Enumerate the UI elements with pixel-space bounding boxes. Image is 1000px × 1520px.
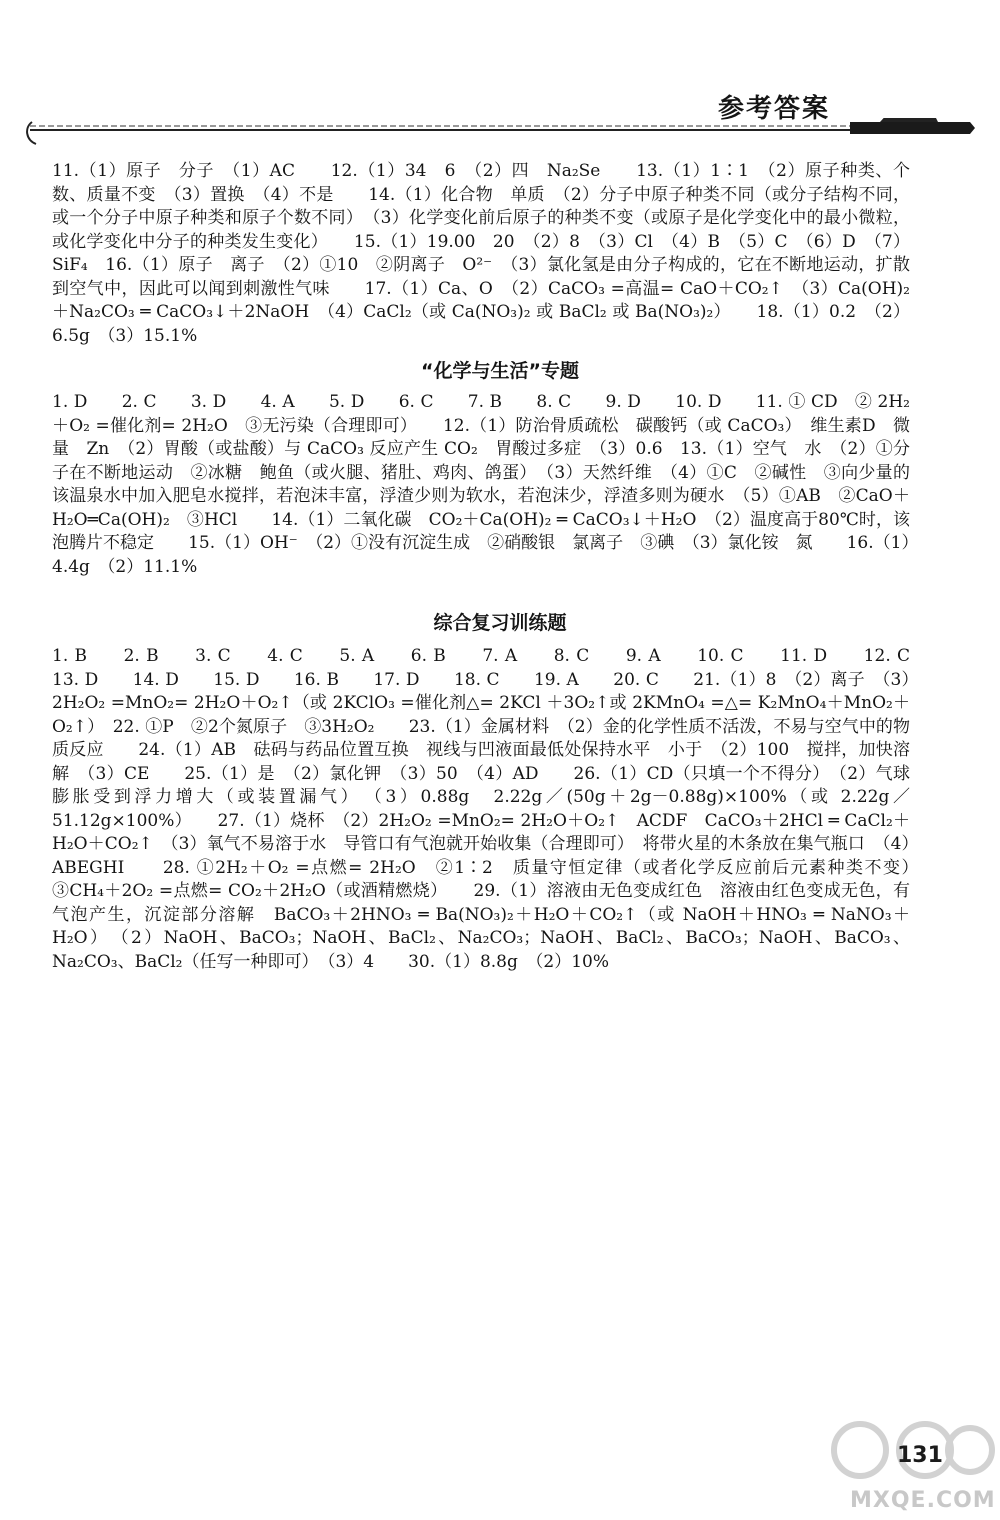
page-number: 131	[897, 1443, 943, 1468]
answers-chemistry-life: 1. D 2. C 3. D 4. A 5. D 6. C 7. B 8. C 9. D 10. D 11. ① CD ② 2H₂＋O₂ =催化剂= 2H₂O ③无污染（合理即可） 12.（1）防治骨质疏松 碳酸钙（或 CaCO₃） 维生素D 微量 Zn （2）胃酸（或盐酸）与 CaCO₃ 反应产生 CO₂ 胃酸过多症 （3）0.6 13.（1）空气 水 （2）①分子在不断地运动 ②冰糖 鲍鱼（或火腿、猪肚、鸡肉、鸽蛋） （3）天然纤维 （4）①C ②碱性 ③向少量的该温泉水中加入肥皂水搅拌，若泡沫丰富，浮渣少则为软水，若泡沫少，浮渣多则为硬水 （5）①AB ②CaO＋H₂O═Ca(OH)₂ ③HCl 14.（1）二氧化碳 CO₂＋Ca(OH)₂ ═ CaCO₃↓＋H₂O （2）温度高于80℃时，该泡腾片不稳定 15.（1）OH⁻ （2）①没有沉淀生成 ②硝酸银 氯离子 ③碘 （3）氯化铵 氮 16.（1）4.4g （2）11.1%	[52, 392, 910, 577]
header-decoration-rule	[20, 118, 980, 148]
header-title: 参考答案	[718, 94, 831, 124]
answers-block-1: 11.（1）原子 分子 （1）AC 12.（1）34 6 （2）四 Na₂Se 13.（1）1∶1 （2）原子种类、个数、质量不变 （3）置换 （4）不是 14.（1）化合物 单质 （2）分子中原子种类不同（或分子结构不同，或一个分子中原子种类和原子个数不同） （3）化学变化前后原子的种类不变（或原子是化学变化中的最小微粒，或化学变化中分子的种类发生变化） 15.（1）19.00 20 （2）8 （3）Cl （4）B （5）C （6）D （7）SiF₄ 16.（1）原子 离子 （2）①10 ②阴离子 O²⁻ （3）氯化氢是由分子构成的，它在不断地运动，扩散到空气中，因此可以闻到刺激性气味 17.（1）Ca、O （2）CaCO₃ =高温= CaO＋CO₂↑ （3）Ca(OH)₂＋Na₂CO₃ ═ CaCO₃↓＋2NaOH （4）CaCl₂（或 Ca(NO₃)₂ 或 BaCl₂ 或 Ba(NO₃)₂） 18.（1）0.2 （2）6.5g （3）15.1%	[52, 161, 910, 346]
page-header	[0, 60, 1000, 170]
section-title-chemistry-life: “化学与生活”专题	[421, 360, 579, 382]
answers-review: 1. B 2. B 3. C 4. C 5. A 6. B 7. A 8. C 9. A 10. C 11. D 12. C 13. D 14. D 15. D 16. B 17. D 18. C 19. A 20. C 21.（1）8 （2）离子 （3）2H₂O₂ =MnO₂= 2H₂O＋O₂↑（或 2KClO₃ =催化剂△= 2KCl ＋3O₂↑或 2KMnO₄ =△= K₂MnO₄＋MnO₂＋O₂↑） 22. ①P ②2个氮原子 ③3H₂O₂ 23.（1）金属材料 （2）金的化学性质不活泼，不易与空气中的物质反应 24.（1）AB 砝码与药品位置互换 视线与凹液面最低处保持水平 小于 （2）100 搅拌，加快溶解 （3）CE 25.（1）是 （2）氯化钾 （3）50 （4）AD 26.（1）CD（只填一个不得分） （2）气球膨胀受到浮力增大（或装置漏气） （3）0.88g 2.22g／(50g＋2g－0.88g)×100%（或 2.22g／51.12g×100%） 27.（1）烧杯 （2）2H₂O₂ =MnO₂= 2H₂O＋O₂↑ ACDF CaCO₃＋2HCl ═ CaCl₂＋H₂O＋CO₂↑ （3）氧气不易溶于水 导管口有气泡就开始收集（合理即可） 将带火星的木条放在集气瓶口 （4）ABEGHI 28. ①2H₂＋O₂ =点燃= 2H₂O ②1∶2 质量守恒定律（或者化学反应前后元素种类不变） ③CH₄＋2O₂ =点燃= CO₂＋2H₂O（或酒精燃烧） 29.（1）溶液由无色变成红色 溶液由红色变成无色，有气泡产生，沉淀部分溶解 BaCO₃＋2HNO₃ ═ Ba(NO₃)₂＋H₂O＋CO₂↑（或 NaOH＋HNO₃ ═ NaNO₃＋H₂O） （2）NaOH、BaCO₃；NaOH、BaCl₂、Na₂CO₃；NaOH、BaCl₂、BaCO₃；NaOH、BaCO₃、Na₂CO₃、BaCl₂（任写一种即可） （3）4 30.（1）8.8g （2）10%	[52, 646, 927, 972]
watermark-text: MXQE.COM	[850, 1488, 996, 1513]
section-title-review: 综合复习训练题	[433, 612, 567, 634]
